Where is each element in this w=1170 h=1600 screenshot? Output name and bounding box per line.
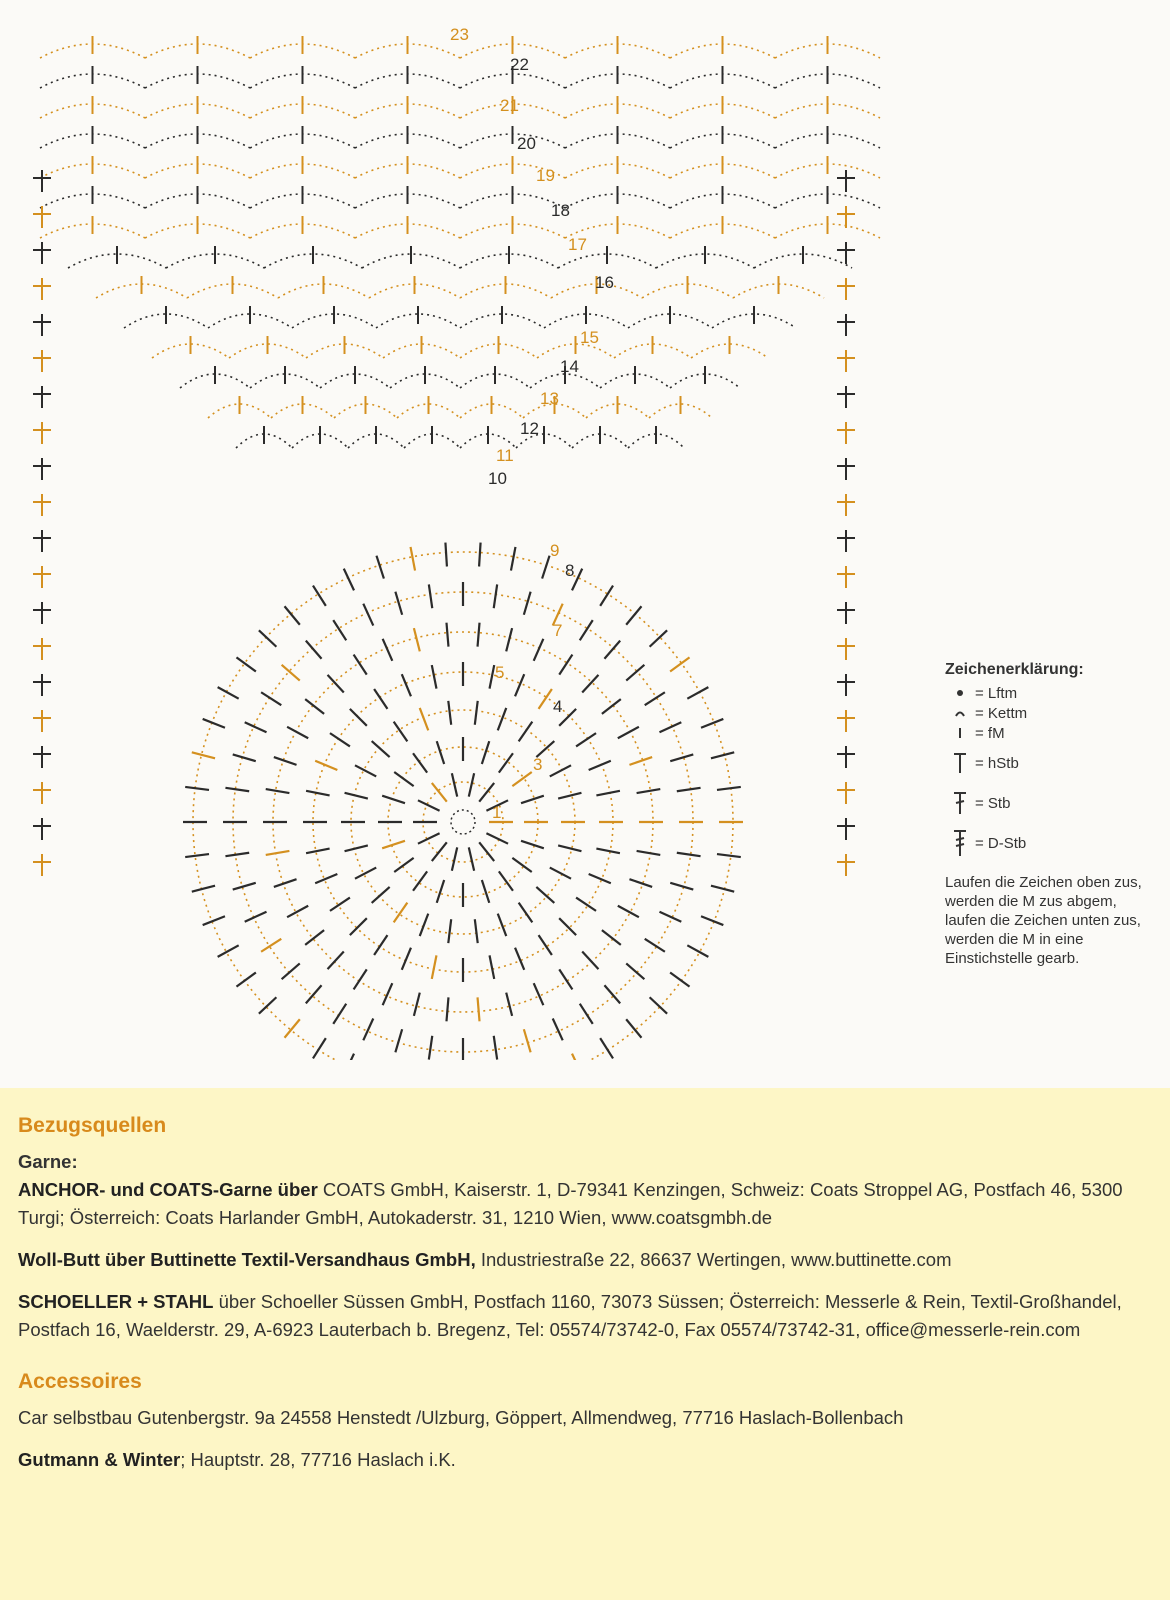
stitch-mark bbox=[429, 1036, 432, 1060]
stitch-mark bbox=[354, 969, 367, 989]
stitch-mark bbox=[259, 630, 276, 646]
stitch-mark bbox=[192, 886, 215, 892]
stitch-mark bbox=[701, 916, 723, 925]
stitch-mark bbox=[344, 1054, 354, 1060]
stitch-mark bbox=[395, 1029, 402, 1052]
stitch-mark bbox=[313, 586, 326, 606]
stitch-mark bbox=[482, 880, 489, 903]
supplier-buttinette bbox=[18, 1246, 1152, 1274]
stitch-mark bbox=[374, 689, 387, 709]
stitch-mark bbox=[394, 722, 408, 742]
accessory-name: Gutmann & Winter bbox=[18, 1449, 181, 1470]
stitch-mark bbox=[445, 543, 447, 567]
stitch-mark bbox=[626, 665, 644, 681]
round-label: 21 bbox=[500, 96, 519, 115]
stitch-mark bbox=[670, 972, 689, 986]
supplier-name: ANCHOR- und COATS-Garne über bbox=[18, 1179, 318, 1200]
stitch-mark bbox=[448, 919, 451, 943]
stitch-mark bbox=[659, 722, 681, 732]
stitch-mark bbox=[711, 886, 734, 892]
stitch-mark bbox=[305, 930, 324, 945]
stitch-mark bbox=[637, 851, 661, 855]
stitch-mark bbox=[469, 773, 474, 796]
stitch-mark bbox=[677, 788, 701, 791]
stitch-mark bbox=[717, 787, 741, 790]
stitch-mark bbox=[345, 845, 368, 851]
stitch-mark bbox=[363, 604, 373, 626]
legend-row-dstb bbox=[945, 823, 1155, 863]
stitch-mark bbox=[448, 701, 451, 725]
stitch-mark bbox=[274, 879, 297, 887]
yarns-subtitle: Garne: bbox=[18, 1151, 78, 1172]
stitch-mark bbox=[376, 556, 383, 579]
stitch-mark bbox=[274, 757, 297, 765]
legend-row-kettm bbox=[945, 703, 1155, 723]
stitch-mark bbox=[618, 727, 639, 738]
stitch-mark bbox=[542, 556, 549, 579]
supplier-address: Industriestraße 22, 86637 Wertingen, www.buttinette.com bbox=[475, 1249, 952, 1270]
stitch-mark bbox=[245, 912, 267, 922]
sources-title: Bezugsquellen bbox=[18, 1114, 167, 1137]
stitch-mark bbox=[315, 761, 337, 770]
stitch-ring-dotted bbox=[233, 592, 693, 1052]
legend-title: Zeichenerklärung: bbox=[945, 661, 1084, 678]
stitch-mark bbox=[345, 793, 368, 799]
stitch-mark bbox=[328, 675, 344, 693]
stitch-mark bbox=[701, 719, 723, 728]
stitch-mark bbox=[402, 674, 411, 696]
stitch-mark bbox=[437, 880, 444, 903]
stitch-mark bbox=[519, 903, 533, 923]
stitch-mark bbox=[479, 783, 494, 802]
stitch-mark bbox=[478, 997, 480, 1021]
round-label: 17 bbox=[568, 235, 587, 254]
stitch-mark bbox=[524, 592, 531, 615]
bar-icon bbox=[945, 726, 975, 740]
supplier-address: über Schoeller Süssen GmbH, Postfach 1160, 73073 Süssen; Österreich: Messerle & Rein, Textil-Großhandel, Postfach 16, Waelderstr. 29, A-6923 Lauterbach b. Bregenz, Tel: 05574/73742-0, Fax 05574/73742-31, office@messerle-rein.com bbox=[18, 1291, 1122, 1340]
stitch-mark bbox=[446, 623, 448, 647]
accessory-address: ; Hauptstr. 28, 77716 Haslach i.K. bbox=[180, 1449, 456, 1470]
stitch-mark bbox=[355, 868, 376, 879]
stitch-mark bbox=[203, 916, 225, 925]
stitch-mark bbox=[670, 754, 693, 761]
stitch-mark bbox=[482, 741, 489, 764]
stitch-mark bbox=[521, 841, 544, 848]
stitch-mark bbox=[328, 951, 344, 969]
round-label: 8 bbox=[565, 561, 575, 580]
supplier-address: COATS GmbH, Kaiserstr. 1, D-79341 Kenzingen, Schweiz: Coats Stroppel AG, Postfach 46, 5300 Turgi; Österreich: Coats Harlander GmbH, Autokaderstr. 31, 1210 Wien, www.coatsgmbh.de bbox=[18, 1179, 1123, 1228]
stitch-mark bbox=[515, 948, 524, 970]
round-label: 12 bbox=[520, 419, 539, 438]
stitch-mark bbox=[626, 606, 641, 624]
round-label: 15 bbox=[580, 328, 599, 347]
round-label: 20 bbox=[517, 134, 536, 153]
stitch-mark bbox=[629, 879, 652, 887]
round-label: 19 bbox=[536, 166, 555, 185]
stitch-mark bbox=[539, 935, 552, 955]
stitch-mark bbox=[282, 665, 300, 681]
stitch-mark bbox=[261, 692, 281, 705]
legend-row-hstb bbox=[945, 743, 1155, 783]
round-label: 14 bbox=[560, 357, 579, 376]
round-label: 10 bbox=[488, 469, 507, 488]
stitch-mark bbox=[494, 1036, 497, 1060]
legend-note: Laufen die Zeichen oben zus, werden die M zus abgem, laufen die Zeichen unten zus, werden die M in eine Einstichstelle gearb. bbox=[945, 874, 1142, 967]
stitch-mark bbox=[499, 871, 513, 890]
stitch-mark bbox=[512, 772, 531, 786]
stitch-mark bbox=[494, 584, 497, 608]
stitch-mark bbox=[372, 741, 390, 757]
round-label: 13 bbox=[540, 389, 559, 408]
stitch-mark bbox=[559, 918, 576, 935]
stitch-mark bbox=[650, 630, 667, 646]
stitch-mark bbox=[192, 752, 215, 758]
legend bbox=[945, 660, 1155, 968]
legend-label: = Kettm bbox=[975, 704, 1028, 722]
round-label: 16 bbox=[595, 273, 614, 292]
stitch-mark bbox=[490, 955, 495, 979]
stitch-mark bbox=[313, 1038, 326, 1058]
stitch-mark bbox=[550, 765, 571, 776]
t-icon bbox=[945, 751, 975, 775]
stitch-mark bbox=[580, 1004, 593, 1024]
stitch-mark bbox=[559, 969, 572, 989]
stitch-mark bbox=[418, 833, 440, 843]
stitch-mark bbox=[285, 1019, 300, 1037]
round-label: 23 bbox=[450, 25, 469, 44]
accessories-title: Accessoires bbox=[18, 1370, 142, 1393]
stitch-mark bbox=[519, 722, 533, 742]
legend-label: = Lftm bbox=[975, 684, 1018, 702]
stitch-mark bbox=[306, 791, 330, 796]
stitch-mark bbox=[306, 849, 330, 854]
stitch-mark bbox=[452, 773, 457, 796]
stitch-mark bbox=[499, 753, 513, 772]
stitch-mark bbox=[287, 727, 308, 738]
double-cross-icon bbox=[945, 828, 975, 858]
stitch-mark bbox=[589, 761, 611, 770]
stitch-mark bbox=[596, 849, 620, 854]
supplier-schoeller bbox=[18, 1288, 1152, 1344]
stitch-mark bbox=[711, 752, 734, 758]
stitch-mark bbox=[687, 687, 708, 699]
stitch-mark bbox=[218, 687, 239, 699]
round-label: 18 bbox=[551, 201, 570, 220]
round-label: 7 bbox=[553, 621, 563, 640]
stitch-mark bbox=[677, 853, 701, 856]
stitch-mark bbox=[432, 665, 437, 689]
legend-row-stb bbox=[945, 783, 1155, 823]
stitch-mark bbox=[432, 842, 447, 861]
stitch-mark bbox=[478, 623, 480, 647]
stitch-mark bbox=[534, 639, 544, 661]
stitch-mark bbox=[604, 641, 620, 659]
stitch-mark bbox=[233, 883, 256, 890]
stitch-mark bbox=[395, 592, 402, 615]
stitch-mark bbox=[446, 997, 448, 1021]
stitch-mark bbox=[414, 993, 420, 1016]
stitch-mark bbox=[475, 919, 478, 943]
stitch-mark bbox=[558, 793, 581, 799]
stitch-mark bbox=[596, 791, 620, 796]
stitch-mark bbox=[203, 719, 225, 728]
stitch-mark bbox=[420, 914, 429, 936]
stitch-mark bbox=[429, 584, 432, 608]
stitch-mark bbox=[394, 772, 413, 786]
round-label: 22 bbox=[510, 55, 529, 74]
cross-icon bbox=[945, 790, 975, 816]
stitch-mark bbox=[282, 963, 300, 979]
supplier-name: SCHOELLER + STAHL bbox=[18, 1291, 214, 1312]
stitch-mark bbox=[437, 741, 444, 764]
stitch-mark bbox=[498, 914, 507, 936]
round-label: 3 bbox=[533, 755, 543, 774]
round-label: 5 bbox=[495, 663, 505, 682]
stitch-mark bbox=[382, 841, 405, 848]
stitch-mark bbox=[512, 858, 531, 872]
round-label: 9 bbox=[550, 541, 560, 560]
stitch-ring-dotted bbox=[273, 632, 653, 1012]
stitch-mark bbox=[185, 787, 209, 790]
stitch-mark bbox=[670, 883, 693, 890]
accessory-car-selbstbau bbox=[18, 1404, 1152, 1432]
stitch-mark bbox=[259, 997, 276, 1013]
round-labels bbox=[450, 25, 614, 822]
stitch-mark bbox=[411, 547, 415, 571]
stitch-mark bbox=[394, 858, 413, 872]
stitch-ring-dotted bbox=[388, 747, 538, 897]
stitch-mark bbox=[576, 898, 596, 911]
stitch-mark bbox=[383, 639, 393, 661]
center-ring bbox=[451, 810, 475, 834]
stitch-mark bbox=[659, 912, 681, 922]
stitch-mark bbox=[600, 1038, 613, 1058]
stitch-mark bbox=[486, 833, 508, 843]
stitch-mark bbox=[572, 1054, 582, 1060]
stitch-mark bbox=[626, 963, 644, 979]
stitch-mark bbox=[266, 789, 290, 793]
stitch-mark bbox=[650, 997, 667, 1013]
stitch-mark bbox=[629, 757, 652, 765]
stitch-mark bbox=[602, 930, 621, 945]
stitch-mark bbox=[498, 708, 507, 730]
stitch-mark bbox=[236, 972, 255, 986]
stitch-mark bbox=[558, 845, 581, 851]
legend-row-fm bbox=[945, 723, 1155, 743]
stitch-mark bbox=[576, 733, 596, 746]
stitch-mark bbox=[414, 628, 420, 651]
stitch-mark bbox=[420, 708, 429, 730]
stitch-mark bbox=[550, 868, 571, 879]
suppliers-panel bbox=[0, 1088, 1170, 1600]
stitch-mark bbox=[645, 939, 665, 952]
round-label: 1 bbox=[492, 803, 502, 822]
stitch-mark bbox=[521, 796, 544, 803]
supplier-name: Woll-Butt über Buttinette Textil-Versandhaus GmbH, bbox=[18, 1249, 476, 1270]
arc-icon bbox=[945, 707, 975, 719]
stitch-mark bbox=[582, 675, 598, 693]
accessory-gutmann bbox=[18, 1446, 1152, 1474]
stitch-mark bbox=[233, 754, 256, 761]
stitch-mark bbox=[402, 948, 411, 970]
stitch-mark bbox=[432, 955, 437, 979]
stitch-mark bbox=[306, 641, 322, 659]
stitch-mark bbox=[413, 753, 427, 772]
legend-row-lftm bbox=[945, 683, 1155, 703]
accessory-address: Car selbstbau Gutenbergstr. 9a 24558 Henstedt /Ulzburg, Göppert, Allmendweg, 77716 Haslach-Bollenbach bbox=[18, 1407, 904, 1428]
stitch-mark bbox=[225, 788, 249, 791]
stitch-mark bbox=[344, 569, 354, 591]
legend-label: = fM bbox=[975, 724, 1005, 742]
stitch-mark bbox=[382, 796, 405, 803]
stitch-mark bbox=[413, 871, 427, 890]
dot-icon bbox=[945, 687, 975, 699]
stitch-mark bbox=[469, 847, 474, 870]
stitch-mark bbox=[524, 1029, 531, 1052]
stitch-mark bbox=[490, 665, 495, 689]
legend-label: = Stb bbox=[975, 794, 1011, 812]
round-label: 11 bbox=[496, 446, 514, 465]
stitch-mark bbox=[350, 709, 367, 726]
stitch-mark bbox=[418, 800, 440, 810]
stitch-mark bbox=[261, 939, 281, 952]
stitch-mark bbox=[266, 851, 290, 855]
stitch-mark bbox=[637, 789, 661, 793]
stitch-mark bbox=[185, 854, 209, 857]
round-label: 4 bbox=[553, 697, 563, 716]
stitch-mark bbox=[330, 733, 350, 746]
supplier-coats bbox=[18, 1176, 1152, 1232]
stitch-mark bbox=[350, 918, 367, 935]
stitch-mark bbox=[506, 628, 512, 651]
legend-label: = D-Stb bbox=[975, 834, 1027, 852]
stitch-mark bbox=[511, 547, 515, 571]
stitch-mark bbox=[582, 951, 598, 969]
stitch-mark bbox=[626, 1019, 641, 1037]
stitch-mark bbox=[506, 993, 512, 1016]
legend-label: = hStb bbox=[975, 754, 1019, 772]
stitch-mark bbox=[670, 657, 689, 671]
stitch-mark bbox=[452, 847, 457, 870]
stitch-mark bbox=[333, 1004, 346, 1024]
stitch-mark bbox=[475, 701, 478, 725]
stitch-mark bbox=[374, 935, 387, 955]
stitch-mark bbox=[225, 853, 249, 856]
stitch-mark bbox=[479, 543, 481, 567]
stitch-mark bbox=[372, 887, 390, 903]
stitch-mark bbox=[717, 854, 741, 857]
